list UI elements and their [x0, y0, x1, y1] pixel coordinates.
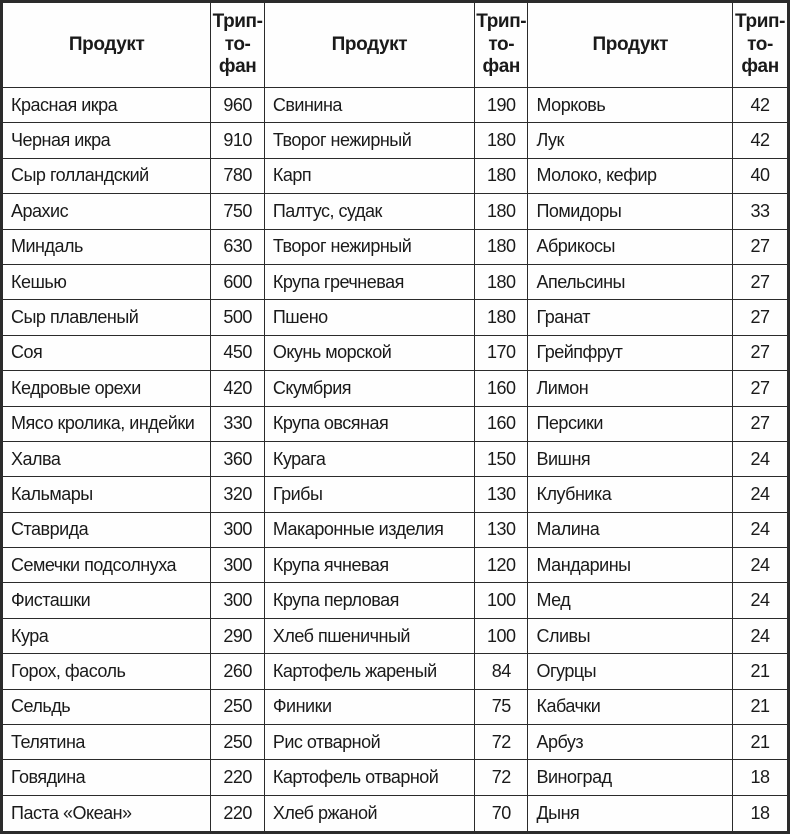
- tryptophan-value-cell: 40: [733, 158, 789, 193]
- product-cell: Кедровые орехи: [2, 371, 211, 406]
- table-row: [2, 123, 789, 158]
- product-cell: Миндаль: [2, 229, 211, 264]
- tryptophan-value-cell: 27: [733, 229, 789, 264]
- product-header-cell: Продукт: [2, 2, 211, 88]
- product-cell: Гранат: [528, 300, 733, 335]
- product-cell: Макаронные изделия: [264, 512, 474, 547]
- tryptophan-value-cell: 180: [474, 194, 528, 229]
- table-row: [2, 477, 789, 512]
- tryptophan-value-cell: 75: [474, 689, 528, 724]
- table-row: [2, 548, 789, 583]
- product-cell: Творог нежирный: [264, 123, 474, 158]
- tryptophan-value-cell: 250: [211, 725, 265, 760]
- tryptophan-value-cell: 42: [733, 123, 789, 158]
- product-cell: Абрикосы: [528, 229, 733, 264]
- product-cell: Персики: [528, 406, 733, 441]
- tryptophan-value-cell: 84: [474, 654, 528, 689]
- table-row: [2, 725, 789, 760]
- table-row: [2, 618, 789, 653]
- product-cell: Сливы: [528, 618, 733, 653]
- product-cell: Арахис: [2, 194, 211, 229]
- product-cell: Грибы: [264, 477, 474, 512]
- product-cell: Мандарины: [528, 548, 733, 583]
- tryptophan-value-cell: 910: [211, 123, 265, 158]
- product-cell: Помидоры: [528, 194, 733, 229]
- tryptophan-value-cell: 630: [211, 229, 265, 264]
- tryptophan-value-cell: 27: [733, 406, 789, 441]
- tryptophan-value-cell: 70: [474, 795, 528, 832]
- product-cell: Паста «Океан»: [2, 795, 211, 832]
- product-cell: Хлеб ржаной: [264, 795, 474, 832]
- tryptophan-value-cell: 330: [211, 406, 265, 441]
- table-row: [2, 371, 789, 406]
- tryptophan-header-cell: Трип-то-фан: [211, 2, 265, 88]
- tryptophan-value-cell: 300: [211, 583, 265, 618]
- tryptophan-value-cell: 190: [474, 88, 528, 123]
- tryptophan-value-cell: 160: [474, 406, 528, 441]
- table-row: [2, 654, 789, 689]
- product-cell: Сельдь: [2, 689, 211, 724]
- tryptophan-value-cell: 180: [474, 264, 528, 299]
- tryptophan-value-cell: 180: [474, 158, 528, 193]
- tryptophan-value-cell: 150: [474, 441, 528, 476]
- product-cell: Малина: [528, 512, 733, 547]
- product-header-cell: Продукт: [264, 2, 474, 88]
- product-cell: Картофель жареный: [264, 654, 474, 689]
- tryptophan-value-cell: 18: [733, 795, 789, 832]
- product-cell: Кальмары: [2, 477, 211, 512]
- table-row: [2, 300, 789, 335]
- product-cell: Грейпфрут: [528, 335, 733, 370]
- tryptophan-header-cell: Трип-то-фан: [733, 2, 789, 88]
- product-cell: Рис отварной: [264, 725, 474, 760]
- tryptophan-value-cell: 130: [474, 512, 528, 547]
- tryptophan-value-cell: 420: [211, 371, 265, 406]
- table-row: [2, 760, 789, 795]
- table-row: [2, 229, 789, 264]
- tryptophan-value-cell: 21: [733, 725, 789, 760]
- product-cell: Говядина: [2, 760, 211, 795]
- product-cell: Халва: [2, 441, 211, 476]
- tryptophan-value-cell: 24: [733, 548, 789, 583]
- tryptophan-value-cell: 180: [474, 229, 528, 264]
- product-cell: Вишня: [528, 441, 733, 476]
- tryptophan-value-cell: 180: [474, 300, 528, 335]
- tryptophan-value-cell: 33: [733, 194, 789, 229]
- product-cell: Крупа гречневая: [264, 264, 474, 299]
- product-cell: Ставрида: [2, 512, 211, 547]
- tryptophan-value-cell: 320: [211, 477, 265, 512]
- product-cell: Лук: [528, 123, 733, 158]
- tryptophan-value-cell: 500: [211, 300, 265, 335]
- product-cell: Скумбрия: [264, 371, 474, 406]
- tryptophan-value-cell: 130: [474, 477, 528, 512]
- product-cell: Сыр плавленый: [2, 300, 211, 335]
- product-cell: Апельсины: [528, 264, 733, 299]
- product-cell: Фисташки: [2, 583, 211, 618]
- header-row: [2, 2, 789, 88]
- tryptophan-value-cell: 170: [474, 335, 528, 370]
- product-cell: Лимон: [528, 371, 733, 406]
- product-cell: Кабачки: [528, 689, 733, 724]
- tryptophan-value-cell: 27: [733, 264, 789, 299]
- product-cell: Пшено: [264, 300, 474, 335]
- tryptophan-value-cell: 250: [211, 689, 265, 724]
- tryptophan-value-cell: 72: [474, 725, 528, 760]
- tryptophan-value-cell: 24: [733, 583, 789, 618]
- tryptophan-value-cell: 600: [211, 264, 265, 299]
- table-row: [2, 795, 789, 832]
- tryptophan-value-cell: 27: [733, 300, 789, 335]
- product-cell: Свинина: [264, 88, 474, 123]
- product-cell: Красная икра: [2, 88, 211, 123]
- tryptophan-value-cell: 21: [733, 689, 789, 724]
- tryptophan-value-cell: 24: [733, 618, 789, 653]
- tryptophan-value-cell: 300: [211, 512, 265, 547]
- tryptophan-value-cell: 24: [733, 441, 789, 476]
- tryptophan-value-cell: 72: [474, 760, 528, 795]
- table-row: [2, 689, 789, 724]
- tryptophan-value-cell: 18: [733, 760, 789, 795]
- table-row: [2, 441, 789, 476]
- tryptophan-value-cell: 300: [211, 548, 265, 583]
- product-cell: Дыня: [528, 795, 733, 832]
- tryptophan-value-cell: 21: [733, 654, 789, 689]
- product-cell: Крупа перловая: [264, 583, 474, 618]
- tryptophan-value-cell: 220: [211, 760, 265, 795]
- product-cell: Клубника: [528, 477, 733, 512]
- product-cell: Финики: [264, 689, 474, 724]
- product-cell: Крупа ячневая: [264, 548, 474, 583]
- tryptophan-value-cell: 180: [474, 123, 528, 158]
- tryptophan-header-cell: Трип-то-фан: [474, 2, 528, 88]
- tryptophan-value-cell: 960: [211, 88, 265, 123]
- tryptophan-value-cell: 27: [733, 371, 789, 406]
- product-cell: Мясо кролика, индейки: [2, 406, 211, 441]
- table-header: [2, 2, 789, 88]
- table-row: [2, 583, 789, 618]
- tryptophan-value-cell: 220: [211, 795, 265, 832]
- product-cell: Молоко, кефир: [528, 158, 733, 193]
- product-cell: Кешью: [2, 264, 211, 299]
- product-cell: Черная икра: [2, 123, 211, 158]
- tryptophan-value-cell: 360: [211, 441, 265, 476]
- table-row: [2, 158, 789, 193]
- product-cell: Семечки подсолнуха: [2, 548, 211, 583]
- table-body: [2, 88, 789, 833]
- product-cell: Курага: [264, 441, 474, 476]
- product-cell: Горох, фасоль: [2, 654, 211, 689]
- table-row: [2, 264, 789, 299]
- product-cell: Сыр голландский: [2, 158, 211, 193]
- product-cell: Хлеб пшеничный: [264, 618, 474, 653]
- product-cell: Окунь морской: [264, 335, 474, 370]
- tryptophan-value-cell: 750: [211, 194, 265, 229]
- tryptophan-value-cell: 450: [211, 335, 265, 370]
- table-row: [2, 194, 789, 229]
- tryptophan-value-cell: 160: [474, 371, 528, 406]
- tryptophan-value-cell: 780: [211, 158, 265, 193]
- product-cell: Крупа овсяная: [264, 406, 474, 441]
- tryptophan-value-cell: 24: [733, 512, 789, 547]
- tryptophan-value-cell: 260: [211, 654, 265, 689]
- product-cell: Картофель отварной: [264, 760, 474, 795]
- product-cell: Арбуз: [528, 725, 733, 760]
- product-cell: Соя: [2, 335, 211, 370]
- product-cell: Виноград: [528, 760, 733, 795]
- table-row: [2, 335, 789, 370]
- product-cell: Кура: [2, 618, 211, 653]
- product-cell: Мед: [528, 583, 733, 618]
- tryptophan-value-cell: 100: [474, 618, 528, 653]
- tryptophan-value-cell: 24: [733, 477, 789, 512]
- product-cell: Телятина: [2, 725, 211, 760]
- tryptophan-value-cell: 120: [474, 548, 528, 583]
- product-cell: Огурцы: [528, 654, 733, 689]
- tryptophan-value-cell: 42: [733, 88, 789, 123]
- product-cell: Творог нежирный: [264, 229, 474, 264]
- table-row: [2, 512, 789, 547]
- table-row: [2, 88, 789, 123]
- table-row: [2, 406, 789, 441]
- tryptophan-value-cell: 100: [474, 583, 528, 618]
- tryptophan-value-cell: 27: [733, 335, 789, 370]
- product-header-cell: Продукт: [528, 2, 733, 88]
- product-cell: Палтус, судак: [264, 194, 474, 229]
- product-cell: Карп: [264, 158, 474, 193]
- tryptophan-value-cell: 290: [211, 618, 265, 653]
- product-cell: Морковь: [528, 88, 733, 123]
